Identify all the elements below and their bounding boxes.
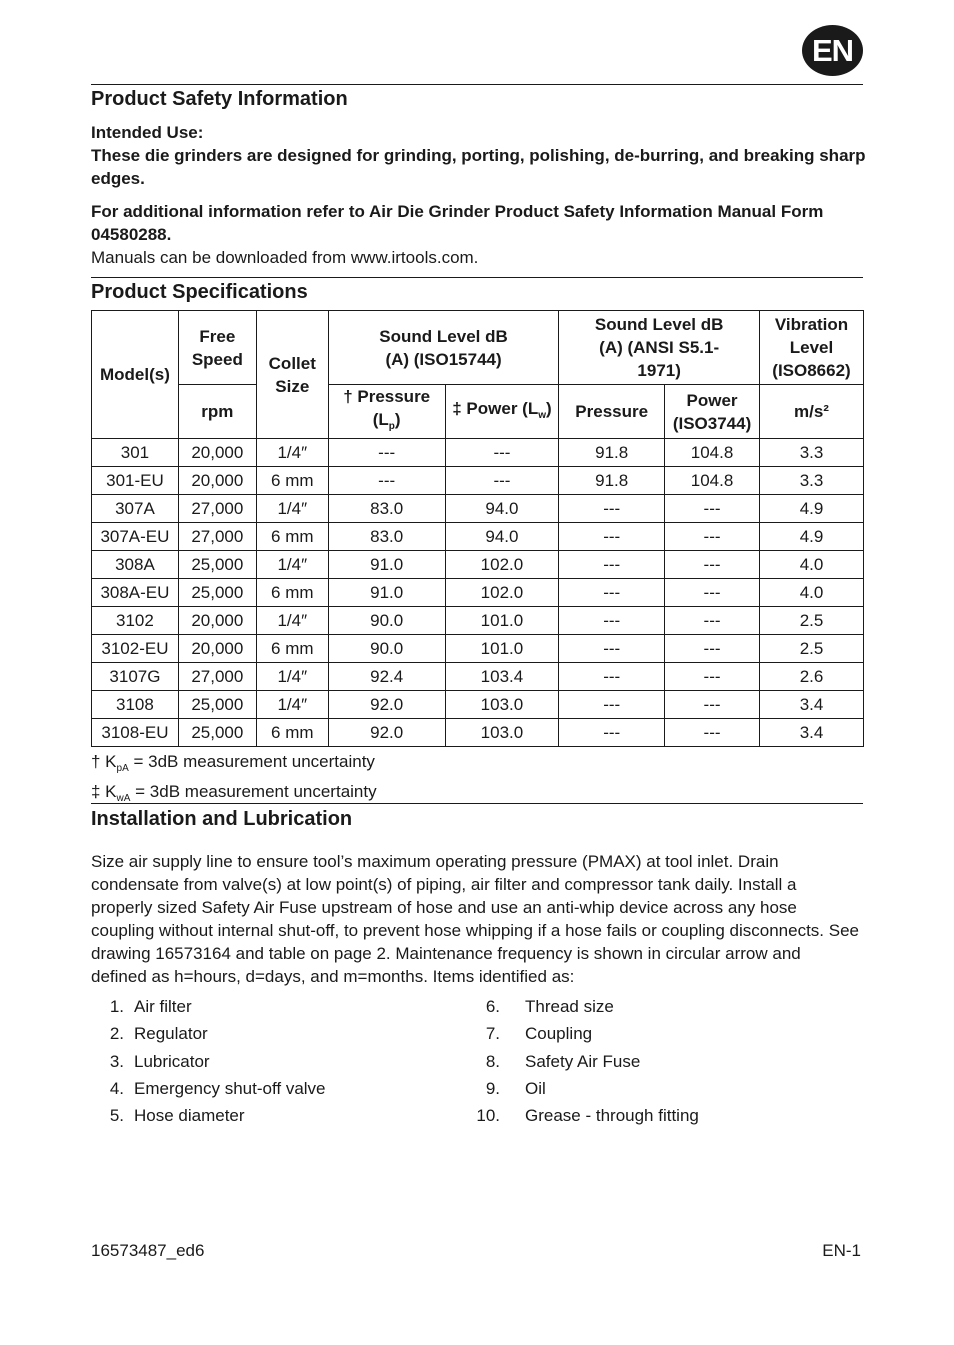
cell: 94.0 bbox=[445, 523, 559, 551]
cell: 6 mm bbox=[256, 467, 328, 495]
cell: 103.4 bbox=[445, 663, 559, 691]
list-item: 1. Air filter bbox=[109, 997, 192, 1016]
header-vibration: Vibration Level (ISO8662) bbox=[760, 311, 864, 385]
cell: 6 mm bbox=[256, 635, 328, 663]
cell: --- bbox=[445, 439, 559, 467]
cell: --- bbox=[665, 607, 760, 635]
list-item: 2. Regulator bbox=[109, 1024, 208, 1044]
cell-model: 301 bbox=[92, 439, 179, 467]
cell: 104.8 bbox=[665, 467, 760, 495]
cell: 83.0 bbox=[328, 495, 445, 523]
table-row bbox=[92, 551, 864, 579]
cell: --- bbox=[665, 523, 760, 551]
cell: 90.0 bbox=[328, 607, 445, 635]
safety-title: Product Safety Information bbox=[91, 88, 348, 110]
cell: 90.0 bbox=[328, 635, 445, 663]
cell: 1/4″ bbox=[256, 495, 328, 523]
table-row bbox=[92, 607, 864, 635]
specs-title: Product Specifications bbox=[91, 281, 308, 303]
list-item: 6. Thread size bbox=[485, 997, 614, 1016]
installation-rule bbox=[91, 803, 863, 804]
cell: 1/4″ bbox=[256, 607, 328, 635]
cell: --- bbox=[665, 579, 760, 607]
header-collet-size: Collet Size bbox=[256, 311, 328, 439]
uncertainty-notes bbox=[91, 750, 377, 810]
cell: 6 mm bbox=[256, 579, 328, 607]
cell: 25,000 bbox=[178, 551, 256, 579]
cell: --- bbox=[665, 635, 760, 663]
cell: 6 mm bbox=[256, 719, 328, 747]
cell: 101.0 bbox=[445, 607, 559, 635]
cell: --- bbox=[665, 663, 760, 691]
cell: 1/4″ bbox=[256, 439, 328, 467]
cell: 2.5 bbox=[760, 607, 864, 635]
cell-model: 308A-EU bbox=[92, 579, 179, 607]
header-model: Model(s) bbox=[92, 311, 179, 439]
cell-model: 3102 bbox=[92, 607, 179, 635]
cell: 3.3 bbox=[760, 439, 864, 467]
header-pressure: Pressure bbox=[559, 385, 665, 439]
cell: --- bbox=[328, 439, 445, 467]
language-badge: EN bbox=[802, 25, 863, 76]
additional-info: For additional information refer to Air Die Grinder Product Safety Information Manual Form 04580288. bbox=[91, 202, 824, 244]
table-row bbox=[92, 663, 864, 691]
list-item: 7. Coupling bbox=[485, 1024, 593, 1044]
cell: --- bbox=[665, 495, 760, 523]
list-item: 9. Oil bbox=[485, 1078, 546, 1098]
cell: --- bbox=[559, 635, 665, 663]
cell: 2.6 bbox=[760, 663, 864, 691]
items-list-left bbox=[91, 993, 471, 1129]
cell: 4.9 bbox=[760, 523, 864, 551]
cell: 102.0 bbox=[445, 579, 559, 607]
cell: 91.8 bbox=[559, 439, 665, 467]
cell: --- bbox=[665, 719, 760, 747]
footer-doc-id: 16573487_ed6 bbox=[91, 1241, 205, 1260]
cell: 92.0 bbox=[328, 719, 445, 747]
cell: 20,000 bbox=[178, 635, 256, 663]
cell: 4.0 bbox=[760, 551, 864, 579]
cell: 83.0 bbox=[328, 523, 445, 551]
list-item: 5. Hose diameter bbox=[109, 1106, 245, 1125]
cell: --- bbox=[559, 523, 665, 551]
cell: 92.4 bbox=[328, 663, 445, 691]
cell-model: 3102-EU bbox=[92, 635, 179, 663]
cell: 102.0 bbox=[445, 551, 559, 579]
cell: 103.0 bbox=[445, 691, 559, 719]
cell: 2.5 bbox=[760, 635, 864, 663]
intended-use-label: Intended Use: bbox=[91, 123, 204, 142]
list-item: 10. Grease - through fitting bbox=[476, 1106, 699, 1125]
cell: 25,000 bbox=[178, 579, 256, 607]
table-row bbox=[92, 439, 864, 467]
installation-body: Size air supply line to ensure tool’s maximum operating pressure (PMAX) at tool inlet. Drain condensate from valve(s) at low point(s) of piping, air filter and compressor tank daily. Install a properly sized Safety Air Fuse upstream of hose and use an anti-whip device across any hose coupling without internal shut-off, to prevent hose whipping if a hose fails or coupling disconnects. See drawing 16573164 and table on page 2. Maintenance frequency is shown in circular arrow and defined as h=hours, d=days, and m=months. Items identified as: bbox=[91, 852, 859, 986]
cell: 91.0 bbox=[328, 551, 445, 579]
header-power-iso: Power (ISO3744) bbox=[665, 385, 760, 439]
cell-model: 307A-EU bbox=[92, 523, 179, 551]
cell-model: 301-EU bbox=[92, 467, 179, 495]
cell-model: 3107G bbox=[92, 663, 179, 691]
table-row bbox=[92, 691, 864, 719]
kpa-note: † $K_{pA} = 3dB$ measurement uncertainty bbox=[91, 752, 375, 774]
table-row bbox=[92, 719, 864, 747]
footer-page-number: EN-1 bbox=[822, 1241, 861, 1260]
cell: 4.9 bbox=[760, 495, 864, 523]
cell-model: 3108-EU bbox=[92, 719, 179, 747]
cell: 6 mm bbox=[256, 523, 328, 551]
specs-rule bbox=[91, 277, 863, 278]
kwa-note: ‡ $K_{wA} = 3dB$ measurement uncertainty bbox=[91, 782, 377, 804]
cell: 1/4″ bbox=[256, 551, 328, 579]
header-ms2: m/s² bbox=[760, 385, 864, 439]
cell: 104.8 bbox=[665, 439, 760, 467]
cell-model: 3108 bbox=[92, 691, 179, 719]
cell: --- bbox=[559, 663, 665, 691]
cell: 20,000 bbox=[178, 467, 256, 495]
cell: --- bbox=[559, 607, 665, 635]
list-item: 8. Safety Air Fuse bbox=[485, 1051, 641, 1071]
cell: --- bbox=[328, 467, 445, 495]
top-rule bbox=[91, 84, 863, 85]
cell: --- bbox=[559, 579, 665, 607]
cell: 20,000 bbox=[178, 439, 256, 467]
cell: 91.8 bbox=[559, 467, 665, 495]
cell: --- bbox=[665, 691, 760, 719]
cell: --- bbox=[665, 551, 760, 579]
cell: --- bbox=[559, 719, 665, 747]
list-item: 3. Lubricator bbox=[109, 1051, 210, 1071]
cell: 3.4 bbox=[760, 719, 864, 747]
cell: --- bbox=[559, 495, 665, 523]
table-row bbox=[92, 523, 864, 551]
cell: 3.3 bbox=[760, 467, 864, 495]
cell: 3.4 bbox=[760, 691, 864, 719]
table-row bbox=[92, 579, 864, 607]
list-item: 4. Emergency shut-off valve bbox=[109, 1078, 326, 1098]
cell: 92.0 bbox=[328, 691, 445, 719]
manuals-note: Manuals can be downloaded from www.irtools.com. bbox=[91, 248, 479, 267]
cell: 4.0 bbox=[760, 579, 864, 607]
header-sound-iso: Sound Level dB (A) (ISO15744) bbox=[328, 311, 559, 385]
cell: 25,000 bbox=[178, 719, 256, 747]
table-row bbox=[92, 495, 864, 523]
cell: 27,000 bbox=[178, 523, 256, 551]
header-power-lw: ‡ Power $(L_w)$ bbox=[445, 385, 559, 439]
cell: 91.0 bbox=[328, 579, 445, 607]
table-row bbox=[92, 635, 864, 663]
table-row bbox=[92, 467, 864, 495]
cell: 27,000 bbox=[178, 495, 256, 523]
cell: 25,000 bbox=[178, 691, 256, 719]
cell: 94.0 bbox=[445, 495, 559, 523]
cell: --- bbox=[559, 691, 665, 719]
cell: 27,000 bbox=[178, 663, 256, 691]
spec-table bbox=[91, 310, 864, 747]
cell: --- bbox=[559, 551, 665, 579]
header-pressure-lp: † Pressure $(L_p)$ bbox=[328, 385, 445, 439]
header-sound-ansi: Sound Level dB (A) (ANSI S5.1-1971) bbox=[559, 311, 760, 385]
items-list-right bbox=[467, 993, 857, 1129]
intended-use-text: These die grinders are designed for grinding, porting, polishing, de-burring, and breaking sharp edges. bbox=[91, 146, 866, 188]
cell: --- bbox=[445, 467, 559, 495]
header-free-speed: Free Speed bbox=[178, 311, 256, 385]
cell: 101.0 bbox=[445, 635, 559, 663]
cell: 1/4″ bbox=[256, 663, 328, 691]
installation-title: Installation and Lubrication bbox=[91, 808, 353, 830]
cell: 20,000 bbox=[178, 607, 256, 635]
header-rpm: rpm bbox=[178, 385, 256, 439]
cell: 103.0 bbox=[445, 719, 559, 747]
cell-model: 307A bbox=[92, 495, 179, 523]
cell: 1/4″ bbox=[256, 691, 328, 719]
cell-model: 308A bbox=[92, 551, 179, 579]
